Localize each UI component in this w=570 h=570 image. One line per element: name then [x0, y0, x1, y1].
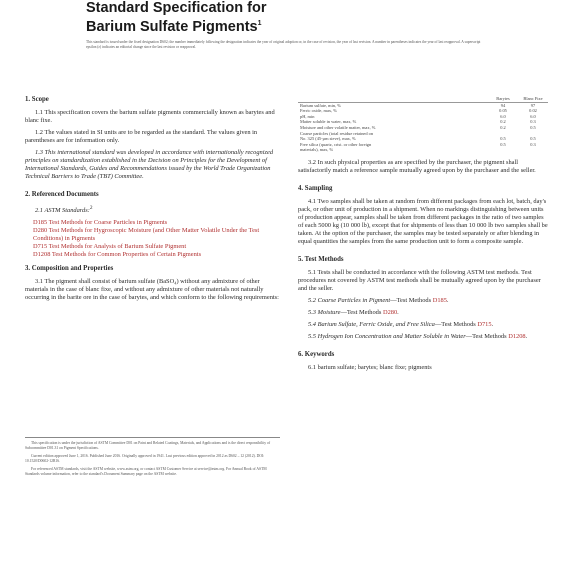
footnotes — [25, 437, 280, 480]
paragraph-1-3: 1.3 This international standard was developed in accordance with internationally recognized principles on standardization established in the Decision on Principles for the Development of International Standards, Guides and Recommendations issued by the World Trade Organization Technical Barriers to Trade (TBT) Committee. — [25, 149, 274, 180]
paragraph-5-4: 5.4 Barium Sulfate, Ferric Oxide, and Free Silica—Test Methods D715. — [308, 320, 494, 328]
table-row: pH, min 6.0 6.0 — [300, 113, 536, 119]
document-title — [86, 0, 266, 35]
paragraph-3-2: 3.2 In such physical properties as are specified by the purchaser, the pigment shall satisfactorily match a reference sample mutually agreed upon by the purchaser and the seller. — [298, 158, 536, 174]
reference-code-link[interactable]: D715 — [33, 243, 48, 251]
paragraph-4-1: 4.1 Two samples shall be taken at random from different packages from each lot, batch, day's pack, or other unit of production in a shipment. When no markings distinguishing between units of production appear, samples shall be taken from different packages in the ratio of two samples of each 5000 kg (10 000 lb), except that for shipments of less than 10 000 lb two samples shall be taken. At the option of the purchaser, the samples may be tested separately or after blending in equal quantities the samples from the same production unit to form a composite sample. — [298, 197, 548, 245]
table-row: Ferric oxide, max, % 0.05 0.02 — [300, 108, 537, 114]
table-row: Barium sulfate, min, % 94 97 — [300, 102, 536, 108]
footnote-2: For referenced ASTM standards, visit the ASTM website, www.astm.org, or contact ASTM Customer Service at service@astm.org. For Annual Book of ASTM Standards volume information, refer to the standard's Document Summary page on the ASTM website. — [25, 467, 267, 476]
title-footnote-mark: 1 — [257, 20, 262, 27]
table-row: Free silica (quartz, crist. or other foreign 0.5 0.3 — [300, 141, 536, 147]
paragraph-1-1: 1.1 This specification covers the barium sulfate pigments commercially known as barytes and blanc fixe. — [25, 109, 275, 124]
test-method-link[interactable]: D1208 — [508, 332, 526, 340]
paragraph-5-2: 5.2 Coarse Particles in Pigment—Test Methods D185. — [308, 296, 449, 304]
footnote-1: This specification is under the jurisdiction of ASTM Committee D01 on Paint and Related Coatings, Materials, and Applications and is the direct responsibility of Subcommittee D01.31 on Pigment Specifications. — [25, 441, 271, 450]
paragraph-5-1: 5.1 Tests shall be conducted in accordance with the following ASTM test methods. Test procedures not covered by ASTM test methods shall be mutually agreed upon by the purchaser and the seller. — [298, 268, 541, 292]
reference-title-link[interactable]: Test Methods for Coarse Particles in Pigments — [48, 219, 168, 227]
paragraph-3-1: 3.1 The pigment shall consist of barium sulfate (BaSO₄) without any admixture of other materials in the case of blanc fixe, and without any admixture of other materials not naturally occurring in the barite ore in the case of barytes, and which conform to the following requirements: — [25, 278, 279, 302]
section-heading-keywords: 6. Keywords — [298, 350, 335, 358]
paragraph-1-2: 1.2 The values stated in SI units are to be regarded as the standard. The values given in parentheses are for information only. — [25, 129, 258, 144]
section-heading-test-methods: 5. Test Methods — [298, 255, 344, 263]
section-heading-referenced: 2. Referenced Documents — [25, 191, 99, 198]
reference-title-link[interactable]: Test Methods for Analysis of Barium Sulfate Pigment — [48, 243, 187, 251]
test-method-link[interactable]: D280 — [382, 308, 398, 316]
reference-code-link[interactable]: D1208 — [33, 251, 51, 259]
table-row: materials), max, % — [300, 147, 334, 153]
reference-title-link[interactable]: Test Methods for Hygroscopic Moisture (and Other Matter Volatile Under the Test Conditions) in Pigments — [33, 227, 260, 243]
section-heading-composition: 3. Composition and Properties — [25, 265, 114, 273]
table-row: Coarse particles (total residue retained on — [300, 130, 374, 136]
footnote-1-edition: Current edition approved June 1, 2016. Published June 2016. Originally approved in 1941. Last previous edition approved in 2012 as D602 – 12 (2012). DOI: 10.1520/D0602-12R16. — [25, 454, 265, 463]
reference-code-link[interactable]: D280 — [33, 227, 48, 235]
test-method-link[interactable]: D185 — [432, 296, 447, 304]
title-line-2: Barium Sulfate Pigments$^1$ — [86, 18, 262, 35]
test-method-link[interactable]: D715 — [477, 320, 492, 328]
requirements-table — [298, 96, 548, 153]
reference-title-link[interactable]: Test Methods for Common Properties of Certain Pigments — [51, 251, 202, 259]
title-line-1: Standard Specification for — [86, 0, 267, 16]
reference-item[interactable] — [33, 243, 280, 251]
reference-item[interactable] — [33, 219, 280, 227]
paragraph-5-5: 5.5 Hydrogen Ion Concentration and Matter Soluble in Water—Test Methods D1208. — [308, 332, 528, 340]
reference-item[interactable] — [33, 251, 280, 259]
astm-standards-intro: 2.1 ASTM Standards:$^2$ — [35, 205, 93, 215]
right-column — [298, 96, 548, 376]
table-row: Matter soluble in water, max, % 0.2 0.3 — [300, 119, 536, 125]
table-header-barytes: Barytes — [488, 96, 518, 102]
designation-notice: This standard is issued under the fixed designation D602; the number immediately following the designation indicates the year of original adoption or, in the case of revision, the year of last revision. A number in parentheses indicates the year of last reapproval. A superscript epsilon (ε) indicates an editorial change since the last revision or reapproval. — [86, 40, 481, 49]
left-column — [25, 96, 280, 306]
reference-item[interactable] — [33, 227, 280, 243]
section-heading-scope: 1. Scope — [25, 96, 49, 103]
table-row: No. 325 (45-µm sieve), max, % 0.5 0.5 — [300, 136, 536, 142]
paragraph-5-3: 5.3 Moisture—Test Methods D280. — [308, 308, 399, 316]
section-heading-sampling: 4. Sampling — [298, 184, 333, 192]
reference-code-link[interactable]: D185 — [33, 219, 48, 227]
table-row: Moisture and other volatile matter, max, % 0.2 0.5 — [300, 124, 536, 130]
table-header-blanc-fixe: Blanc Fixe — [518, 96, 548, 102]
paragraph-6-1: 6.1 barium sulfate; barytes; blanc fixe; pigments — [308, 363, 432, 371]
